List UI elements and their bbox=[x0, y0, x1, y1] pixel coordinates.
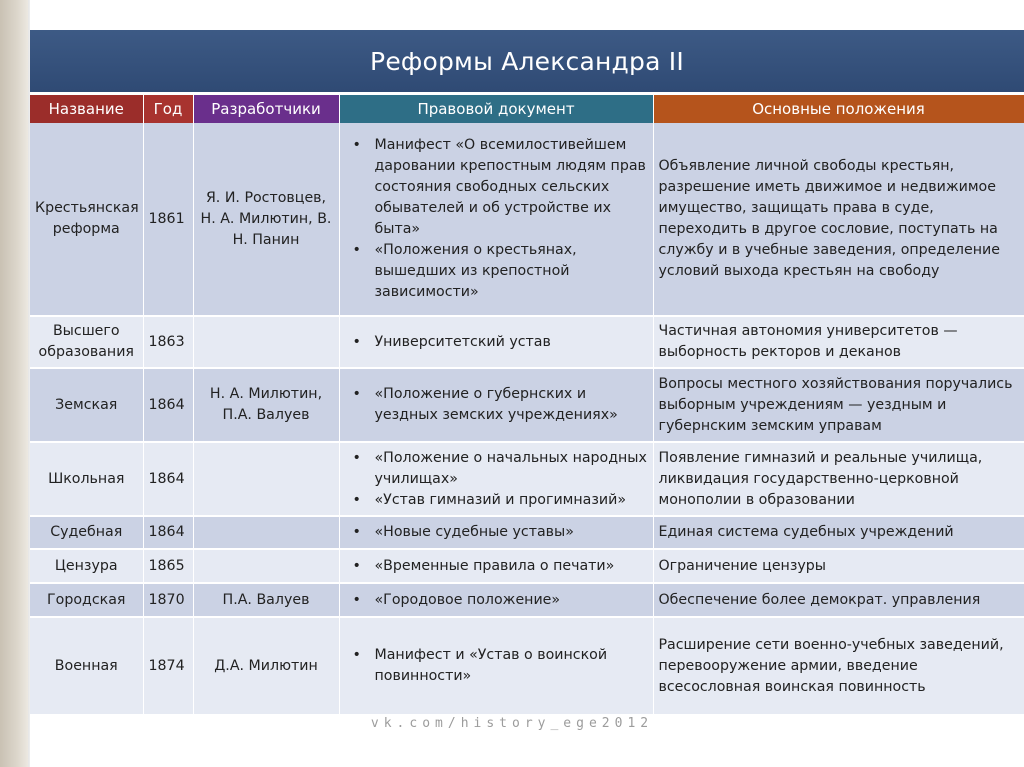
table-row bbox=[30, 368, 1024, 442]
reform-documents bbox=[339, 442, 653, 516]
reform-documents bbox=[339, 516, 653, 549]
reform-developers bbox=[193, 442, 339, 516]
reform-documents bbox=[339, 549, 653, 583]
reform-developers: П.А. Валуев bbox=[193, 583, 339, 617]
reform-name: Городская bbox=[30, 583, 143, 617]
table-row bbox=[30, 516, 1024, 549]
reform-developers bbox=[193, 316, 339, 368]
reform-main: Расширение сети военно-учебных заведений, перевооружение армии, введение всесословная воинская повинность bbox=[653, 617, 1024, 715]
reform-documents bbox=[339, 583, 653, 617]
left-frame bbox=[0, 0, 28, 767]
title-bar bbox=[30, 30, 1024, 92]
reform-developers bbox=[193, 516, 339, 549]
reform-main: Объявление личной свободы крестьян, разрешение иметь движимое и недвижимое имущество, защищать права в суде, переходить в другое сословие, поступать на службу и в учебные заведения, определение условий выхода крестьян на свободу bbox=[653, 123, 1024, 316]
reform-year: 1865 bbox=[143, 549, 193, 583]
watermark: vk.com/history_ege2012 bbox=[370, 716, 654, 731]
reform-developers: Д.А. Милютин bbox=[193, 617, 339, 715]
reform-year: 1870 bbox=[143, 583, 193, 617]
reform-documents bbox=[339, 123, 653, 316]
reform-main: Единая система судебных учреждений bbox=[653, 516, 1024, 549]
reform-documents bbox=[339, 617, 653, 715]
reform-main: Появление гимназий и реальные училища, ликвидация государственно-церковной монополии в образовании bbox=[653, 442, 1024, 516]
document-item: • «Положение о начальных народных училищах» bbox=[345, 448, 648, 490]
table-row bbox=[30, 316, 1024, 368]
document-item: • Манифест и «Устав о воинской повинности» bbox=[345, 645, 648, 687]
reform-documents bbox=[339, 316, 653, 368]
reform-main: Вопросы местного хозяйствования поручались выборным учреждениям — уездным и губернским земским управам bbox=[653, 368, 1024, 442]
reform-developers bbox=[193, 549, 339, 583]
document-item: • «Временные правила о печати» bbox=[345, 556, 648, 577]
document-item: • Университетский устав bbox=[345, 332, 648, 353]
document-item: • «Устав гимназий и прогимназий» bbox=[345, 490, 648, 511]
reform-name: Земская bbox=[30, 368, 143, 442]
header-document: Правовой документ bbox=[339, 95, 653, 123]
table-row bbox=[30, 549, 1024, 583]
table-row bbox=[30, 442, 1024, 516]
reform-developers: Н. А. Милютин, П.А. Валуев bbox=[193, 368, 339, 442]
reforms-table bbox=[30, 95, 1024, 716]
reform-name: Судебная bbox=[30, 516, 143, 549]
reform-name: Крестьянская реформа bbox=[30, 123, 143, 316]
reform-name: Военная bbox=[30, 617, 143, 715]
reform-year: 1874 bbox=[143, 617, 193, 715]
document-item: • «Городовое положение» bbox=[345, 590, 648, 611]
bottom-band bbox=[30, 735, 1024, 767]
slide-title: Реформы Александра II bbox=[370, 46, 684, 76]
document-item: • «Новые судебные уставы» bbox=[345, 522, 648, 543]
reform-year: 1863 bbox=[143, 316, 193, 368]
reform-name: Высшего образования bbox=[30, 316, 143, 368]
reform-developers: Я. И. Ростовцев, Н. А. Милютин, В. Н. Панин bbox=[193, 123, 339, 316]
table-row bbox=[30, 583, 1024, 617]
header-year: Год bbox=[143, 95, 193, 123]
reform-documents bbox=[339, 368, 653, 442]
document-item: • «Положения о крестьянах, вышедших из крепостной зависимости» bbox=[345, 240, 648, 303]
table-row bbox=[30, 617, 1024, 715]
reform-year: 1864 bbox=[143, 442, 193, 516]
reform-main: Обеспечение более демократ. управления bbox=[653, 583, 1024, 617]
reform-name: Цензура bbox=[30, 549, 143, 583]
reform-main: Ограничение цензуры bbox=[653, 549, 1024, 583]
reform-year: 1864 bbox=[143, 368, 193, 442]
table-row bbox=[30, 123, 1024, 316]
reform-main: Частичная автономия университетов — выборность ректоров и деканов bbox=[653, 316, 1024, 368]
header-row bbox=[30, 95, 1024, 123]
document-item: • Манифест «О всемилостивейшем даровании крепостным людям прав состояния свободных сельских обывателей и об устройстве их быта» bbox=[345, 135, 648, 240]
header-main: Основные положения bbox=[653, 95, 1024, 123]
reform-year: 1861 bbox=[143, 123, 193, 316]
header-developers: Разработчики bbox=[193, 95, 339, 123]
header-name: Название bbox=[30, 95, 143, 123]
document-item: • «Положение о губернских и уездных земских учреждениях» bbox=[345, 384, 648, 426]
reform-name: Школьная bbox=[30, 442, 143, 516]
reform-year: 1864 bbox=[143, 516, 193, 549]
